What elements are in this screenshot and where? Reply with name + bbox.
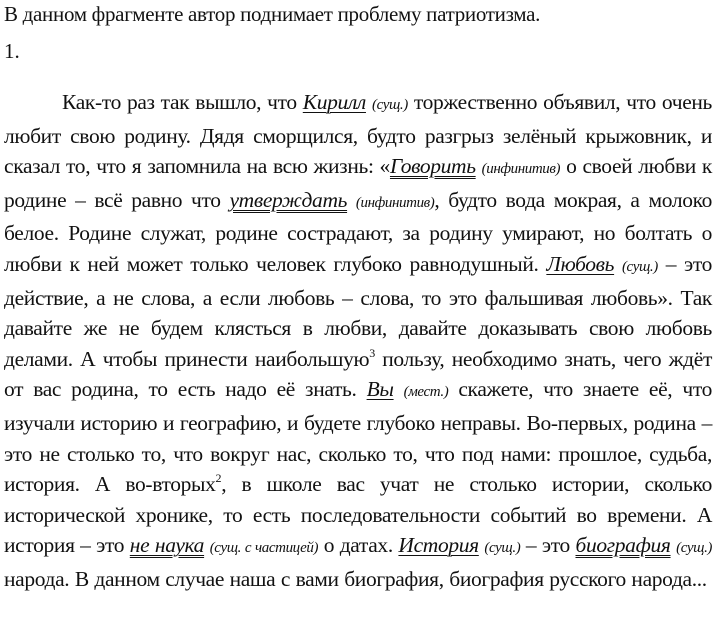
text-segment: пользу, необходимо знать, чего ждёт от вас родина, то есть надо её знать. <box>4 346 712 402</box>
predicate-word: Говорить <box>389 154 476 179</box>
predicate-word: утверждать <box>229 187 348 212</box>
pos-annotation: (инфинитив) <box>481 161 561 178</box>
predicate-word: не наука <box>129 533 205 558</box>
intro-sentence: В данном фрагменте автор поднимает проблему патриотизма. <box>4 2 541 26</box>
text-segment: – это <box>520 533 576 558</box>
subject-word: Вы <box>366 377 394 402</box>
pos-annotation: (сущ. с частицей) <box>209 540 319 557</box>
text-segment: народа. В данном случае наша с вами биография, биография русского народа... <box>4 566 707 591</box>
footnote-marker: 3 <box>369 345 375 360</box>
text-segment: о своей любви к родине – всё равно что <box>4 154 712 212</box>
text-segment: , будто вода мокрая, а молоко белое. Родине служат, родине сострадают, за родину умирают, но болтать о любви к ней может только человек глубоко равнодушный. <box>4 187 713 276</box>
subject-word: Любовь <box>546 251 615 276</box>
subject-word: Кирилл <box>302 90 366 114</box>
text-segment: скажете, что знаете её, что изучали историю и географию, и будете глубоко неправы. Во-первых, родина – это не столько то, что вокруг нас, сколько то, что под нами: прошлое, судьба, история. А во-вторых <box>4 377 712 497</box>
text-segment: о датах. <box>318 533 399 558</box>
text-segment: торжественно объявил, что очень любит свою родину. Дядя сморщился, будто разгрыз зелёный крыжовник, и сказал то, что я запомнила на всю жизнь: « <box>4 90 712 179</box>
pos-annotation: (мест.) <box>403 384 449 401</box>
pos-annotation: (сущ.) <box>484 540 521 557</box>
predicate-word: биография <box>575 533 671 558</box>
passage-text <box>4 87 712 595</box>
text-segment: Как-то раз так вышло, что <box>62 90 303 114</box>
pos-annotation: (сущ.) <box>371 97 408 113</box>
text-segment: , в школе вас учат не столько истории, сколько исторической хронике, то есть последовательности событий во времени. А история – это <box>4 472 712 558</box>
pos-annotation: (сущ.) <box>621 258 658 275</box>
subject-word: История <box>398 533 479 558</box>
item-number: 1. <box>4 39 20 63</box>
text-segment: – это действие, а не слова, а если любовь – слова, то это фальшивая любовь». Так давайте же не будем клясться в любви, давайте доказывать свою любовь делами. А чтобы принести наибольшую <box>4 251 712 371</box>
pos-annotation: (сущ.) <box>676 540 713 557</box>
pos-annotation: (инфинитив) <box>355 194 435 211</box>
footnote-marker: 2 <box>215 471 222 486</box>
